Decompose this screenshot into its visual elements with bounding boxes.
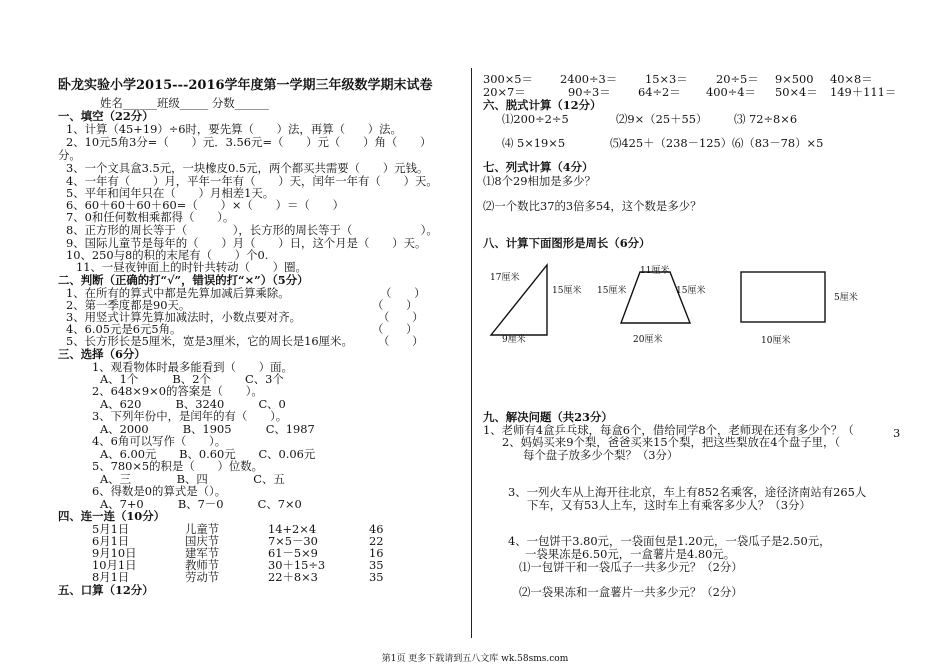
judge-q5: 5、长方形长是5厘米，宽是3厘米，它的周长是16厘米。 <box>66 334 353 348</box>
section-1-heading: 一、填空（22分） <box>58 109 154 123</box>
problem-q4-sub2: ⑵一袋果冻和一盒薯片一共多少元？（2分） <box>519 585 743 599</box>
trapezoid-label-right: 15厘米 <box>676 286 706 296</box>
rectangle-label-width: 10厘米 <box>761 336 791 346</box>
word-calc-q1: ⑴8个29相加是多少？ <box>483 174 596 188</box>
fill-q4: 4、一年有（ ）月，平年一年有（ ）天，闰年一年有（ ）天。 <box>66 174 438 188</box>
calc-item-1: ⑴200÷2÷5 <box>502 112 569 126</box>
oral-item: 2400÷3＝ <box>560 72 618 86</box>
match-holiday: 建军节 <box>185 546 220 560</box>
fill-q2-cont: 分。 <box>58 148 81 162</box>
oral-item: 400÷4＝ <box>706 85 756 99</box>
choice-q4-options: A、6.00元 B、0.60元 C、0.06元 <box>100 447 316 461</box>
problem-q2-line2: 每个盘子放多少个梨？（3分） <box>523 448 679 462</box>
fill-q1: 1、计算（45+19）÷6时，要先算（ ）法，再算（ ）法。 <box>66 122 402 136</box>
match-expression: 7×5－30 <box>268 534 318 548</box>
choice-q3: 3、下列年份中，是闰年的有（ ）。 <box>92 409 288 423</box>
judge-mark-5: （ ） <box>378 334 424 348</box>
choice-q1: 1、观看物体时最多能看到（ ）面。 <box>92 360 293 374</box>
word-calc-q2: ⑵一个数比37的3倍多54，这个数是多少？ <box>483 199 702 213</box>
fill-q10: 10、250与8的积的末尾有（ ）个0. <box>66 248 269 262</box>
section-9-heading: 九、解决问题（共23分） <box>483 410 613 424</box>
page-footer: 第1页 更多下载请到五八文库 wk.58sms.com <box>381 654 569 664</box>
calc-item-4: ⑷ 5×19×5 <box>502 136 566 150</box>
rectangle-shape <box>741 272 825 322</box>
oral-item: 15×3＝ <box>645 72 688 86</box>
section-4-heading: 四、连一连（10分） <box>58 509 165 523</box>
oral-item: 300×5＝ <box>483 72 533 86</box>
match-expression: 61－5×9 <box>268 546 318 560</box>
section-6-heading: 六、脱式计算（12分） <box>483 98 602 112</box>
match-holiday: 劳动节 <box>185 570 220 584</box>
match-result: 46 <box>369 522 384 536</box>
problem-q3-line2: 下车，又有53人上车，这时车上有乘客多少人？（3分） <box>527 498 811 512</box>
judge-mark-3: （ ） <box>378 310 424 324</box>
fill-q11: 11、一昼夜钟面上的时针共转动（ ）圈。 <box>76 260 307 274</box>
judge-q1: 1、在所有的算式中都是先算加减后算乘除。 <box>66 286 290 300</box>
triangle-label-height: 15厘米 <box>552 286 582 296</box>
match-holiday: 教师节 <box>185 558 220 572</box>
choice-q3-options: A、2000 B、1905 C、1987 <box>100 422 315 436</box>
fill-q3: 3、一个文具盒3.5元，一块橡皮0.5元，两个都买共需要（ ）元钱。 <box>66 161 429 175</box>
problem-q1: 1、老师有4盒乒乓球，每盒6个，借给同学8个，老师现在还有多少个？（ <box>483 423 854 437</box>
rectangle-label-height: 5厘米 <box>834 293 858 303</box>
match-date: 9月10日 <box>92 546 137 560</box>
oral-item: 90÷3＝ <box>568 85 611 99</box>
name-line: 姓名______班级_____ 分数______ <box>100 96 269 110</box>
match-holiday: 儿童节 <box>185 522 220 536</box>
trapezoid-label-left: 15厘米 <box>597 286 627 296</box>
oral-item: 64÷2＝ <box>638 85 681 99</box>
judge-mark-4: （ ） <box>372 322 418 336</box>
match-date: 10月1日 <box>92 558 137 572</box>
triangle-label-hyp: 17厘米 <box>490 273 520 283</box>
oral-item: 20×7＝ <box>483 85 526 99</box>
judge-q4: 4、6.05元是6元5角。 <box>66 322 182 336</box>
match-result: 22 <box>369 534 384 548</box>
calc-item-6: ⑹（83－78）×5 <box>732 136 824 150</box>
match-expression: 14+2×4 <box>268 522 317 536</box>
problem-q4-line1: 4、一包饼干3.80元，一袋面包是1.20元，一袋瓜子是2.50元， <box>508 534 831 548</box>
section-5-heading: 五、口算（12分） <box>58 583 154 597</box>
calc-item-2: ⑵9×（25＋55） <box>616 112 708 126</box>
section-2-heading: 二、判断（正确的打“√”，错误的打“×”）（5分） <box>58 273 309 287</box>
trapezoid-label-top: 11厘米 <box>640 266 670 276</box>
choice-q1-options: A、1个 B、2个 C、3个 <box>100 372 284 386</box>
section-8-heading: 八、计算下面图形是周长（6分） <box>483 236 651 250</box>
problem-q3-line1: 3、一列火车从上海开往北京，车上有852名乘客，途径济南站有265人 <box>508 485 867 499</box>
section-7-heading: 七、列式计算（4分） <box>483 160 594 174</box>
match-result: 35 <box>369 558 384 572</box>
match-date: 8月1日 <box>92 570 130 584</box>
fill-q5: 5、平年和闰年只在（ ）月相差1天。 <box>66 186 275 200</box>
judge-mark-1: （ ） <box>380 286 426 300</box>
judge-q2: 2、第一季度都是90天。 <box>66 298 191 312</box>
oral-item: 40×8＝ <box>830 72 873 86</box>
choice-q6: 6、得数是0的算式是（）。 <box>92 484 227 498</box>
problem-q2-line1: 2、妈妈买来9个梨，爸爸买来15个梨，把这些梨放在4个盘子里，（ <box>502 435 841 449</box>
calc-item-5: ⑸425＋（238－125） <box>610 136 733 150</box>
problem-q4-line2: 一袋果冻是6.50元，一盒薯片是4.80元。 <box>525 547 736 561</box>
choice-q5-options: A、三 B、四 C、五 <box>100 472 285 486</box>
exam-title: 卧龙实验小学2015---2016学年度第一学期三年级数学期末试卷 <box>58 78 433 93</box>
fill-q9: 9、国际儿童节是每年的（ ）月（ ）日，这个月是（ ）天。 <box>66 236 427 250</box>
match-expression: 22＋8×3 <box>268 570 318 584</box>
triangle-label-base: 9厘米 <box>502 335 526 345</box>
section-3-heading: 三、选择（6分） <box>58 347 146 361</box>
fill-q2: 2、10元5角3分=（ ）元．3.56元=（ ）元（ ）角（ ） <box>66 135 432 149</box>
oral-item: 50×4＝ <box>775 85 818 99</box>
fill-q6: 6、60＋60＋60＋60=（ ）×（ ）＝（ ） <box>66 198 344 212</box>
judge-q3: 3、用竖式计算先算加减法时，小数点要对齐。 <box>66 310 302 324</box>
match-expression: 30＋15÷3 <box>268 558 326 572</box>
fill-q7: 7、0和任何数相乘都得（ ）。 <box>66 210 235 224</box>
choice-q2: 2、648×9×0的答案是（ ）。 <box>92 384 263 398</box>
problem-q4-sub1: ⑴一包饼干和一袋瓜子一共多少元？（2分） <box>519 560 743 574</box>
page-number: 3 <box>893 426 901 440</box>
calc-item-3: ⑶ 72÷8×6 <box>734 112 798 126</box>
oral-item: 9×500 <box>775 72 814 86</box>
trapezoid-label-bottom: 20厘米 <box>633 335 663 345</box>
oral-item: 149＋111＝ <box>830 85 897 99</box>
match-date: 6月1日 <box>92 534 130 548</box>
choice-q5: 5、780×5的积是（ ）位数。 <box>92 459 264 473</box>
match-result: 35 <box>369 570 384 584</box>
choice-q6-options: A、7+0 B、7－0 C、7×0 <box>100 497 302 511</box>
choice-q2-options: A、620 B、3240 C、0 <box>100 397 286 411</box>
oral-item: 20÷5＝ <box>716 72 759 86</box>
match-date: 5月1日 <box>92 522 130 536</box>
match-result: 16 <box>369 546 384 560</box>
trapezoid-shape <box>621 272 690 323</box>
judge-mark-2: （ ） <box>372 298 418 312</box>
fill-q8: 8、正方形的周长等于（ ），长方形的周长等于（ ）。 <box>66 223 438 237</box>
choice-q4: 4、6角可以写作（ ）。 <box>92 434 227 448</box>
match-holiday: 国庆节 <box>185 534 220 548</box>
